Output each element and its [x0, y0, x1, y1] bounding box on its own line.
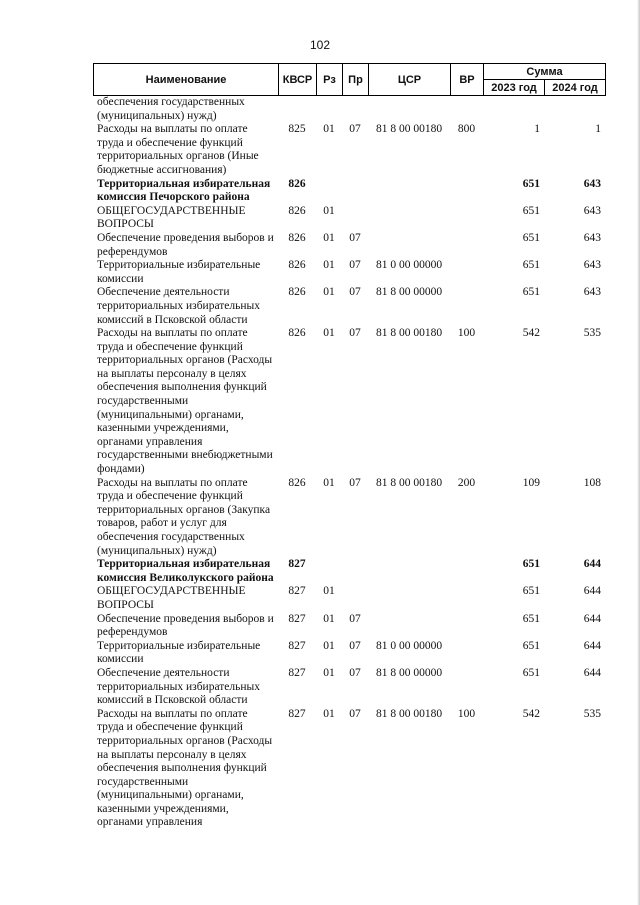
row-vr [450, 96, 483, 123]
row-name: Обеспечение проведения выборов и референдумов [97, 612, 274, 639]
row-pr [342, 585, 368, 612]
row-rz: 01 [323, 707, 335, 720]
table-row [93, 123, 605, 177]
table-row [93, 477, 605, 559]
row-name: Территориальные избирательные комиссии [97, 259, 261, 285]
row-pr: 07 [349, 123, 361, 136]
row-sum-2024: 643 [583, 231, 601, 244]
table-row [93, 558, 605, 585]
row-csr [368, 558, 450, 585]
row-pr [342, 178, 368, 205]
table-row [93, 327, 605, 477]
table-row [93, 259, 605, 286]
row-csr [368, 232, 450, 259]
row-vr [450, 178, 483, 205]
row-csr [368, 178, 450, 205]
header-vr: ВР [451, 64, 484, 96]
row-sum-2024: 108 [583, 476, 601, 489]
row-csr: 81 8 00 00180 [375, 123, 443, 136]
row-name: ОБЩЕГОСУДАРСТВЕННЫЕ ВОПРОСЫ [97, 585, 246, 611]
row-kvsr: 826 [288, 476, 306, 489]
row-kvsr: 826 [288, 286, 306, 299]
row-rz: 01 [323, 476, 335, 489]
row-pr: 07 [349, 639, 361, 652]
row-kvsr: 827 [288, 666, 306, 679]
row-kvsr: 826 [288, 327, 306, 340]
row-kvsr [278, 96, 316, 123]
row-sum-2023: 651 [522, 558, 540, 571]
row-name: Обеспечение деятельности территориальных избирательных комиссий в Псковской области [97, 666, 261, 707]
table-row [93, 667, 605, 708]
row-sum-2023 [483, 96, 544, 123]
row-pr: 07 [349, 666, 361, 679]
row-name: Обеспечение проведения выборов и референдумов [97, 231, 274, 258]
row-sum-2023: 651 [522, 177, 540, 190]
row-vr [450, 286, 483, 327]
row-pr [342, 558, 368, 585]
budget-table [93, 96, 605, 830]
row-csr [368, 205, 450, 232]
row-sum-2023: 651 [522, 286, 540, 299]
row-kvsr: 827 [288, 585, 306, 598]
row-pr: 07 [349, 327, 361, 340]
row-kvsr: 827 [288, 639, 306, 652]
header-sum: Сумма [484, 64, 606, 80]
page-number: 102 [309, 38, 331, 52]
row-vr [450, 667, 483, 708]
row-rz [316, 96, 342, 123]
header-2023: 2023 год [484, 80, 545, 96]
row-vr: 100 [457, 707, 476, 720]
row-sum-2023: 651 [522, 639, 540, 652]
table-row [93, 232, 605, 259]
row-rz: 01 [323, 123, 335, 136]
header-kvsr: КВСР [279, 64, 317, 96]
row-sum-2023: 651 [522, 585, 540, 598]
table-row [93, 96, 605, 123]
row-rz: 01 [323, 204, 335, 217]
row-name: Территориальная избирательная комиссия Великолукского района [97, 558, 274, 584]
table-header [93, 63, 606, 96]
row-pr [342, 96, 368, 123]
row-name: Расходы на выплаты по оплате труда и обеспечение функций территориальных органов (Иные бюджетные ассигнования) [97, 123, 259, 176]
row-name: Расходы на выплаты по оплате труда и обеспечение функций территориальных органов (Расходы на выплаты персоналу в целях обеспечения выполнения функций государственными (муниципальными) органами, казенными учреждениями, органами управления государственными внебюджетными фондами) [97, 327, 273, 476]
row-pr: 07 [349, 259, 361, 272]
row-csr: 81 8 00 00180 [375, 707, 443, 720]
row-rz: 01 [323, 286, 335, 299]
row-sum-2024: 535 [583, 707, 601, 720]
row-name: Территориальные избирательные комиссии [97, 639, 261, 666]
row-csr [368, 96, 450, 123]
row-sum-2024: 535 [583, 327, 601, 340]
row-name: обеспечения государственных (муниципальных) нужд) [97, 96, 245, 122]
row-vr [450, 613, 483, 640]
row-csr [368, 613, 450, 640]
header-name: Наименование [94, 64, 279, 96]
row-kvsr: 825 [288, 123, 306, 136]
row-sum-2023: 651 [522, 666, 540, 679]
row-sum-2023: 651 [522, 231, 540, 244]
row-rz: 01 [323, 666, 335, 679]
row-vr [450, 640, 483, 667]
row-csr [368, 585, 450, 612]
row-sum-2024: 644 [583, 612, 601, 625]
row-vr [450, 232, 483, 259]
row-kvsr: 826 [288, 177, 306, 190]
row-name: ОБЩЕГОСУДАРСТВЕННЫЕ ВОПРОСЫ [97, 204, 246, 231]
row-sum-2023: 1 [534, 123, 540, 136]
row-rz: 01 [323, 612, 335, 625]
row-sum-2023: 651 [522, 259, 540, 272]
row-vr [450, 585, 483, 612]
row-sum-2023: 651 [522, 204, 540, 217]
row-name: Расходы на выплаты по оплате труда и обеспечение функций территориальных органов (Закупка товаров, работ и услуг для обеспечения государственных (муниципальных) нужд) [97, 476, 271, 557]
table-row [93, 708, 605, 830]
row-pr: 07 [349, 476, 361, 489]
row-sum-2024: 1 [595, 123, 601, 136]
header-csr: ЦСР [369, 64, 451, 96]
row-sum-2024: 644 [583, 585, 601, 598]
row-kvsr: 827 [288, 707, 306, 720]
table-row [93, 585, 605, 612]
row-sum-2024: 644 [583, 666, 601, 679]
row-sum-2024: 643 [583, 286, 601, 299]
row-kvsr: 827 [288, 612, 306, 625]
row-sum-2024: 644 [583, 558, 601, 571]
table-row [93, 286, 605, 327]
row-kvsr: 826 [288, 231, 306, 244]
row-vr: 100 [457, 327, 476, 340]
header-rz: Рз [317, 64, 343, 96]
row-pr [342, 205, 368, 232]
row-kvsr: 826 [288, 204, 306, 217]
row-csr: 81 8 00 00180 [375, 327, 443, 340]
row-rz: 01 [323, 327, 335, 340]
row-name: Обеспечение деятельности территориальных избирательных комиссий в Псковской области [97, 286, 261, 326]
row-sum-2024: 644 [583, 639, 601, 652]
row-pr: 07 [349, 231, 361, 244]
row-sum-2024: 643 [583, 177, 601, 190]
row-pr: 07 [349, 286, 361, 299]
row-sum-2024: 643 [583, 259, 601, 272]
row-vr [450, 205, 483, 232]
row-sum-2023: 542 [522, 327, 540, 340]
row-rz [316, 558, 342, 585]
row-csr: 81 0 00 00000 [375, 259, 443, 272]
row-sum-2024 [544, 96, 605, 123]
row-vr: 800 [457, 123, 476, 136]
row-pr: 07 [349, 612, 361, 625]
row-rz: 01 [323, 585, 335, 598]
row-sum-2023: 542 [522, 707, 540, 720]
row-sum-2023: 109 [522, 476, 540, 489]
row-kvsr: 826 [288, 259, 306, 272]
header-2024: 2024 год [545, 80, 606, 96]
table-row [93, 613, 605, 640]
row-csr: 81 8 00 00180 [375, 476, 443, 489]
table-row [93, 640, 605, 667]
table-row [93, 178, 605, 205]
row-rz: 01 [323, 259, 335, 272]
row-kvsr: 827 [288, 558, 306, 571]
row-csr: 81 8 00 00000 [375, 286, 443, 299]
row-rz: 01 [323, 639, 335, 652]
row-csr: 81 8 00 00000 [375, 666, 443, 679]
row-vr [450, 558, 483, 585]
table-row [93, 205, 605, 232]
row-name: Территориальная избирательная комиссия Печорского района [97, 177, 271, 204]
row-csr: 81 0 00 00000 [375, 639, 443, 652]
row-sum-2024: 643 [583, 204, 601, 217]
row-vr [450, 259, 483, 286]
row-name: Расходы на выплаты по оплате труда и обеспечение функций территориальных органов (Расходы на выплаты персоналу в целях обеспечения выполнения функций государственными (муниципальными) органами, казенными учреждениями, органами управления [97, 707, 273, 829]
header-pr: Пр [343, 64, 369, 96]
row-pr: 07 [349, 707, 361, 720]
row-rz [316, 178, 342, 205]
row-sum-2023: 651 [522, 612, 540, 625]
row-vr: 200 [457, 476, 476, 489]
row-rz: 01 [323, 231, 335, 244]
